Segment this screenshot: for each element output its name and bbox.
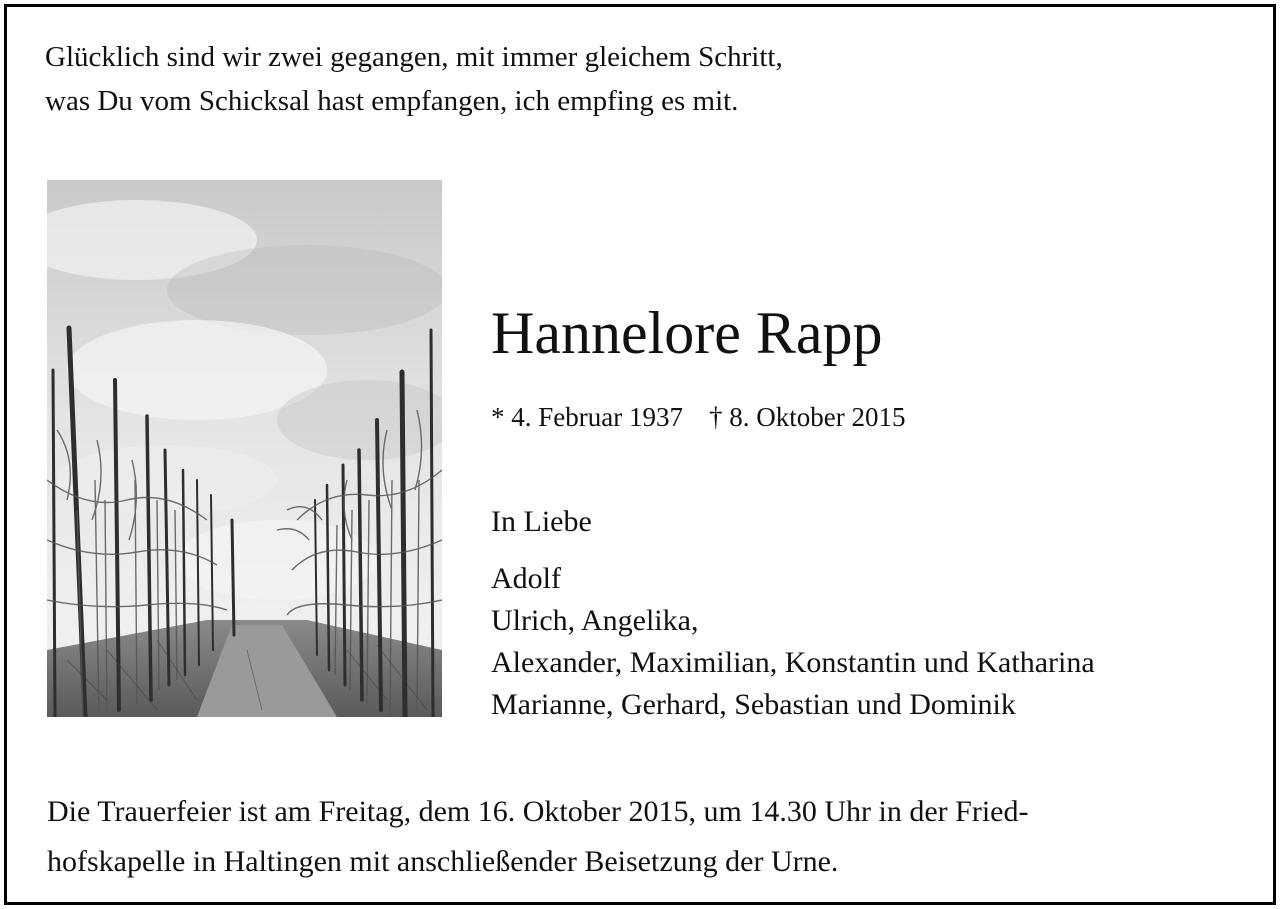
verse-line-2: was Du vom Schicksal hast empfangen, ich empfing es mit. bbox=[45, 85, 739, 117]
funeral-service-info bbox=[47, 787, 1028, 887]
mourners-line: Marianne, Gerhard, Sebastian und Dominik bbox=[491, 688, 1016, 721]
life-dates bbox=[491, 399, 905, 435]
vineyard-picture bbox=[47, 180, 442, 717]
service-line-1: Die Trauerfeier ist am Freitag, dem 16. Oktober 2015, um 14.30 Uhr in der Fried- bbox=[47, 795, 1029, 828]
death-date: † 8. Oktober 2015 bbox=[708, 402, 906, 432]
vineyard-rows-drawing-icon bbox=[47, 180, 442, 717]
deceased-name: Hannelore Rapp bbox=[491, 300, 883, 366]
obituary-notice bbox=[4, 4, 1276, 905]
mourners-intro: In Liebe bbox=[491, 505, 592, 538]
service-line-2: hofskapelle in Haltingen mit anschließender Beisetzung der Urne. bbox=[47, 845, 839, 878]
mourners-line: Ulrich, Angelika, bbox=[491, 604, 699, 637]
birth-date: * 4. Februar 1937 bbox=[491, 402, 683, 432]
mourners-line: Adolf bbox=[491, 562, 561, 595]
mourners-line: Alexander, Maximilian, Konstantin und Katharina bbox=[491, 646, 1095, 679]
verse bbox=[45, 35, 783, 123]
verse-line-1: Glücklich sind wir zwei gegangen, mit immer gleichem Schritt, bbox=[45, 41, 783, 73]
mourners-list bbox=[491, 558, 1095, 726]
